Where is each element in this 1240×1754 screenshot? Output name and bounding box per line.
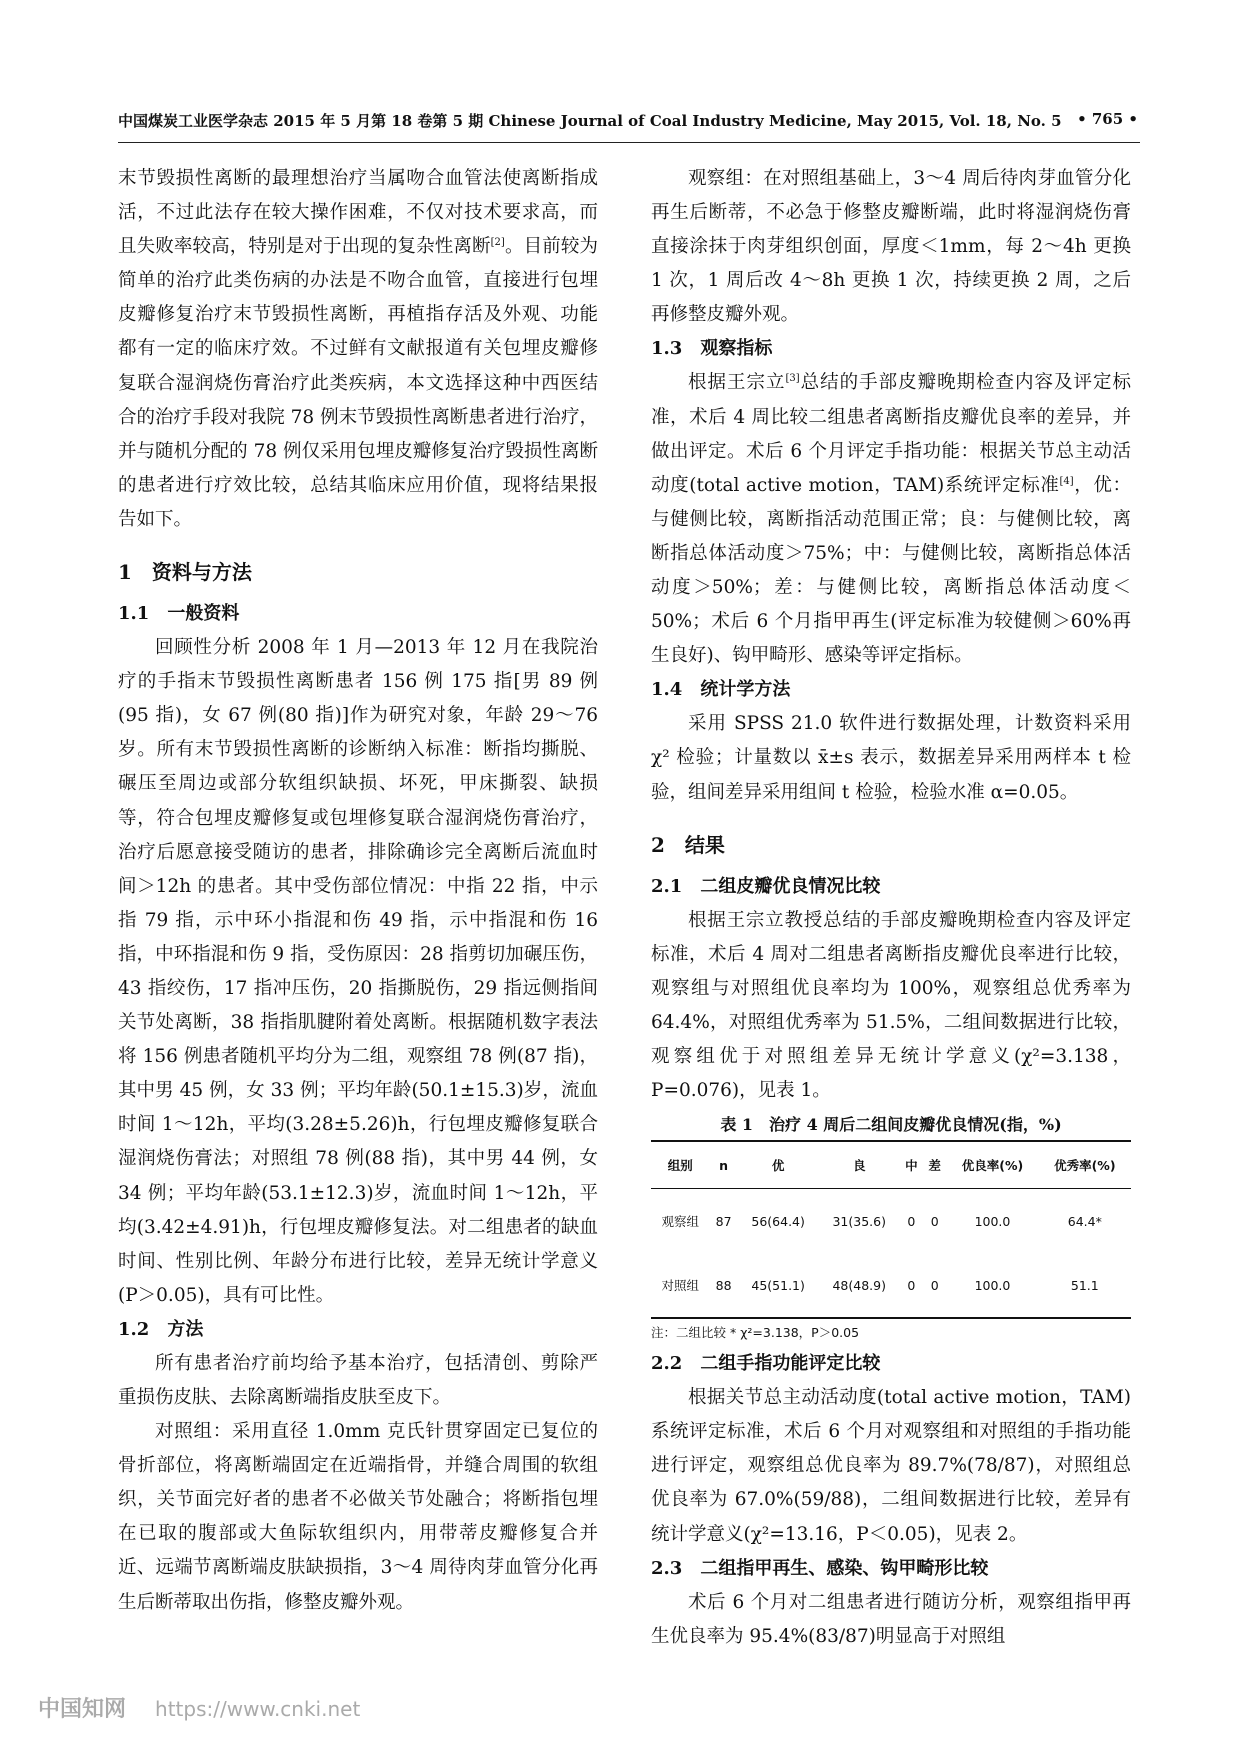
column-header: 组别 bbox=[667, 1158, 693, 1174]
subsection-heading: 1.1 一般资料 bbox=[118, 603, 240, 625]
left-column bbox=[118, 162, 598, 1620]
column-header: 优秀率(%) bbox=[1054, 1158, 1116, 1174]
paragraph: 回顾性分析 2008 年 1 月—2013 年 12 月在我院治疗的手指末节毁损性离断患者 156 例 175 指[男 89 例(95 指)，女 67 例(80 指)]作为研究对象，年龄 29～76 岁。所有末节毁损性离断的诊断纳入标准：断指均撕脱、碾压至周边或部分软组织缺损、坏死，甲床撕裂、缺损等，符合包埋皮瓣修复或包埋修复联合湿润烧伤膏治疗，治疗后愿意接受随访的患者，排除确诊完全离断后流血时间＞12h 的患者。其中受伤部位情况：中指 22 指，中示指 79 指，示中环小指混和伤 49 指，示中指混和伤 16 指，中环指混和伤 9 指，受伤原因：28 指剪切加碾压伤，43 指绞伤，17 指冲压伤，20 指撕脱伤，29 指远侧指间关节处离断，38 指指肌腱附着处离断。根据随机数字表法将 156 例患者随机平均分为二组，观察组 78 例(87 指)，其中男 45 例，女 33 例；平均年龄(50.1±15.3)岁，流血时间 1～12h，平均(3.28±5.26)h，行包埋皮瓣修复联合湿润烧伤膏法；对照组 78 例(88 指)，其中男 44 例，女 34 例；平均年龄(53.1±12.3)岁，流血时间 1～12h，平均(3.42±4.91)h，行包埋皮瓣修复法。对二组患者的缺血时间、性别比例、年龄分布进行比较，差异无统计学意义(P＞0.05)，具有可比性。 bbox=[118, 637, 598, 1306]
subsection-heading: 1.2 方法 bbox=[118, 1318, 204, 1340]
journal-citation: 中国煤炭工业医学杂志 2015 年 5 月第 18 卷第 5 期 Chinese Journal of Coal Industry Medicine, May 2015, Vol. 18, No. 5 bbox=[118, 112, 1062, 130]
table-cell: 56(64.4) bbox=[751, 1213, 805, 1229]
section-heading: 1 资料与方法 bbox=[118, 560, 252, 585]
table-cell: 0 bbox=[930, 1277, 939, 1293]
table-cell: 48(48.9) bbox=[832, 1277, 886, 1293]
subsection-heading: 1.3 观察指标 bbox=[651, 338, 773, 360]
column-header: n bbox=[719, 1157, 729, 1173]
table-cell: 87 bbox=[715, 1213, 732, 1229]
table-cell: 对照组 bbox=[661, 1278, 700, 1294]
paragraph: 所有患者治疗前均给予基本治疗，包括清创、剪除严重损伤皮肤、去除离断端指皮肤至皮下。 bbox=[118, 1352, 598, 1408]
table-cell: 88 bbox=[715, 1277, 732, 1293]
table-cell: 100.0 bbox=[974, 1213, 1011, 1229]
right-column bbox=[651, 162, 1131, 1654]
section-heading: 2 结果 bbox=[651, 832, 725, 857]
subsection-heading: 1.4 统计学方法 bbox=[651, 679, 791, 701]
table-cell: 0 bbox=[907, 1213, 916, 1229]
paragraph: 根据王宗立[3]总结的手部皮瓣晚期检查内容及评定标准，术后 4 周比较二组患者离断指皮瓣优良率的差异，并做出评定。术后 6 个月评定手指功能：根据关节总主动活动度(total active motion，TAM)系统评定标准[4]，优：与健侧比较，离断指活动范围正常；良：与健侧比较，离断指总体活动度＞75%；中：与健侧比较，离断指总体活动度＞50%；差：与健侧比较，离断指总体活动度＜50%；术后 6 个月指甲再生(评定标准为较健侧＞60%再生良好)、钩甲畸形、感染等评定指标。 bbox=[651, 372, 1131, 667]
table-header-row bbox=[651, 1141, 1131, 1189]
paragraph: 根据王宗立教授总结的手部皮瓣晚期检查内容及评定标准，术后 4 周对二组患者离断指皮瓣优良率进行比较，观察组与对照组优良率均为 100%，观察组总优秀率为 64.4%，对照组优秀率为 51.5%，二组间数据进行比较，观察组优于对照组差异无统计学意义(χ²=3.138，P=0.076)，见表 1。 bbox=[651, 909, 1131, 1102]
subsection-heading: 2.1 二组皮瓣优良情况比较 bbox=[651, 875, 881, 897]
header-rule bbox=[118, 142, 1140, 143]
subsection-heading: 2.3 二组指甲再生、感染、钩甲畸形比较 bbox=[651, 1557, 989, 1579]
cnki-url[interactable]: https://www.cnki.net bbox=[155, 1697, 361, 1721]
paragraph: 对照组：采用直径 1.0mm 克氏针贯穿固定已复位的骨折部位，将离断端固定在近端指骨，并缝合周围的软组织，关节面完好者的患者不必做关节处融合；将断指包埋在已取的腹部或大鱼际软组织内，用带蒂皮瓣修复合并近、远端节离断端皮肤缺损指，3～4 周待肉芽血管分化再生后断蒂取出伤指，修整皮瓣外观。 bbox=[118, 1421, 598, 1613]
table-cell: 64.4* bbox=[1067, 1213, 1102, 1229]
table-cell: 观察组 bbox=[661, 1214, 700, 1230]
column-header: 优 bbox=[771, 1158, 785, 1174]
table-cell: 31(35.6) bbox=[832, 1213, 886, 1229]
paragraph: 观察组：在对照组基础上，3～4 周后待肉芽血管分化再生后断蒂，不必急于修整皮瓣断端，此时将湿润烧伤膏直接涂抹于肉芽组织创面，厚度＜1mm，每 2～4h 更换 1 次，1 周后改 4～8h 更换 1 次，持续更换 2 周，之后再修整皮瓣外观。 bbox=[651, 168, 1131, 326]
column-header: 中 bbox=[905, 1158, 918, 1174]
paragraph: 末节毁损性离断的最理想治疗当属吻合血管法使离断指成活，不过此法存在较大操作困难，不仅对技术要求高，而且失败率较高，特别是对于出现的复杂性离断[2]。目前较为简单的治疗此类伤病的办法是不吻合血管，直接进行包埋皮瓣修复治疗末节毁损性离断，再植指存活及外观、功能都有一定的临床疗效。不过鲜有文献报道有关包埋皮瓣修复联合湿润烧伤膏治疗此类疾病，本文选择这种中西医结合的治疗手段对我院 78 例末节毁损性离断患者进行治疗，并与随机分配的 78 例仅采用包埋皮瓣修复治疗毁损性离断的患者进行疗效比较，总结其临床应用价值，现将结果报告如下。 bbox=[118, 168, 598, 530]
table-row bbox=[651, 1189, 1131, 1254]
citation-ref[interactable]: [2] bbox=[490, 237, 505, 249]
results-table bbox=[651, 1140, 1131, 1319]
table-cell: 0 bbox=[930, 1213, 939, 1229]
watermark-footer bbox=[38, 1692, 360, 1723]
column-header: 良 bbox=[852, 1158, 866, 1174]
cnki-logo: 中国知网 bbox=[38, 1697, 127, 1722]
running-header bbox=[118, 110, 1138, 140]
table-cell: 100.0 bbox=[974, 1277, 1011, 1293]
column-header: 优良率(%) bbox=[961, 1158, 1024, 1174]
table-row bbox=[651, 1253, 1131, 1318]
page-number: • 765 • bbox=[1077, 110, 1138, 128]
column-header: 差 bbox=[928, 1158, 941, 1174]
table-caption: 表 1 治疗 4 周后二组间皮瓣优良情况(指，%) bbox=[720, 1115, 1062, 1135]
table-cell: 45(51.1) bbox=[751, 1277, 805, 1293]
table-note: 注：二组比较 * χ²=3.138，P＞0.05 bbox=[651, 1325, 860, 1341]
table-cell: 51.1 bbox=[1070, 1277, 1099, 1293]
paragraph: 根据关节总主动活动度(total active motion，TAM)系统评定标准，术后 6 个月对观察组和对照组的手指功能进行评定，观察组总优良率为 89.7%(78/87)，对照组总优良率为 67.0%(59/88)，二组间数据进行比较，差异有统计学意义(χ²=13.16，P＜0.05)，见表 2。 bbox=[651, 1387, 1131, 1545]
citation-ref[interactable]: [3] bbox=[785, 373, 800, 385]
paragraph: 采用 SPSS 21.0 软件进行数据处理，计数资料采用 χ² 检验；计量数以 x̄±s 表示，数据差异采用两样本 t 检验，组间差异采用组间 t 检验，检验水准 α=0.05。 bbox=[651, 713, 1131, 803]
citation-ref[interactable]: [4] bbox=[1059, 475, 1074, 487]
subsection-heading: 2.2 二组手指功能评定比较 bbox=[651, 1353, 881, 1375]
paragraph: 术后 6 个月对二组患者进行随访分析，观察组指甲再生优良率为 95.4%(83/87)明显高于对照组 bbox=[651, 1591, 1131, 1647]
table-cell: 0 bbox=[907, 1277, 916, 1293]
